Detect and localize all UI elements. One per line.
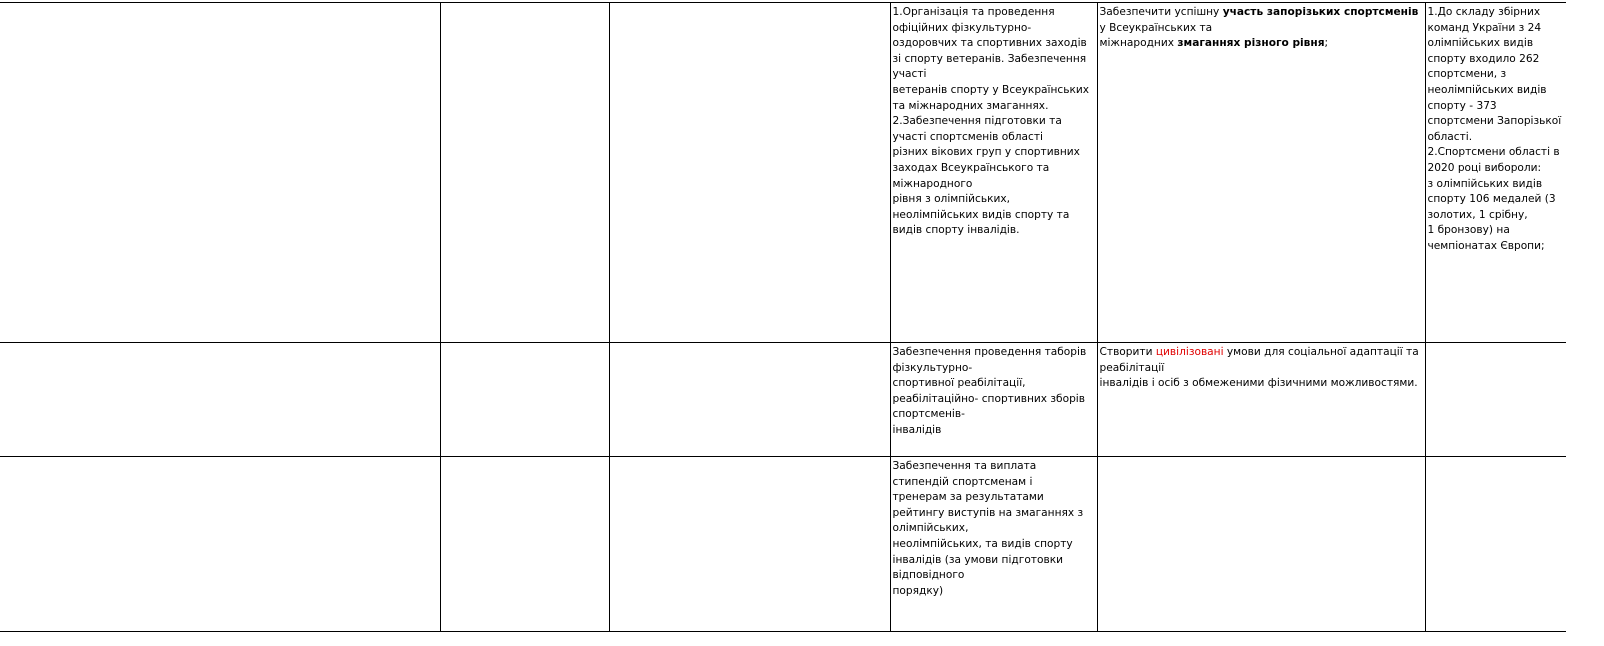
table-cell[interactable]	[609, 343, 890, 457]
table-row	[0, 3, 1566, 343]
table-cell[interactable]	[609, 457, 890, 632]
measures-cell[interactable]: 1.Організація та проведення офіційних фізкультурно- оздоровчих та спортивних заходів зі спорту ветеранів. Забезпечення участі ветеранів спорту у Всеукраїнських та міжнародних змаганнях. 2.Забезпечення підготовки та участі спортсменів області різних вікових груп у спортивних заходах Всеукраїнського та міжнародного рівня з олімпійських, неолімпійських видів спорту та видів спорту інвалідів.	[890, 3, 1097, 343]
cell-text: умови для соціальної адаптації та реабілітації інвалідів і осіб з обмеженими фізичними можливостями.	[1099, 346, 1419, 390]
cell-text: у Всеукраїнських та міжнародних	[1099, 21, 1213, 50]
table-cell[interactable]	[609, 3, 890, 343]
cell-text: Забезпечити успішну	[1099, 6, 1223, 18]
results-cell[interactable]	[1425, 343, 1566, 457]
cell-text-red: цивілізовані	[1155, 346, 1224, 358]
measures-cell[interactable]: Забезпечення проведення таборів фізкультурно- спортивної реабілітації, реабілітаційно- спортивних зборів спортсменів- інвалідів	[890, 343, 1097, 457]
table-cell[interactable]	[440, 3, 609, 343]
cell-text: ;	[1324, 37, 1329, 50]
table-cell[interactable]	[440, 457, 609, 632]
tasks-cell[interactable]	[1097, 457, 1425, 632]
table-cell[interactable]	[0, 3, 440, 343]
cell-text-bold: участь запорізьких спортсменів	[1222, 6, 1419, 18]
measures-cell[interactable]: Забезпечення та виплата стипендій спортсменам і тренерам за результатами рейтингу виступів на змаганнях з олімпійських, неолімпійських, та видів спорту інвалідів (за умови підготовки відповідного порядку)	[890, 457, 1097, 632]
results-cell[interactable]	[1425, 457, 1566, 632]
tasks-cell[interactable]	[1097, 3, 1425, 343]
table-cell[interactable]	[440, 343, 609, 457]
results-cell[interactable]: 1.До складу збірних команд України з 24 олімпійських видів спорту входило 262 спортсмени, з неолімпійських видів спорту - 373 спортсмени Запорізької області. 2.Спортсмени області в 2020 році вибороли: з олімпійських видів спорту 106 медалей (3 золотих, 1 срібну, 1 бронзову) на чемпіонатах Європи;	[1425, 3, 1566, 343]
program-table	[0, 2, 1566, 632]
cell-text: Створити	[1099, 346, 1156, 358]
table-cell[interactable]	[0, 457, 440, 632]
table-cell[interactable]	[0, 343, 440, 457]
cell-text-bold: змаганнях різного рівня	[1177, 37, 1325, 50]
table-row	[0, 343, 1566, 457]
table-row	[0, 457, 1566, 632]
tasks-cell[interactable]	[1097, 343, 1425, 457]
